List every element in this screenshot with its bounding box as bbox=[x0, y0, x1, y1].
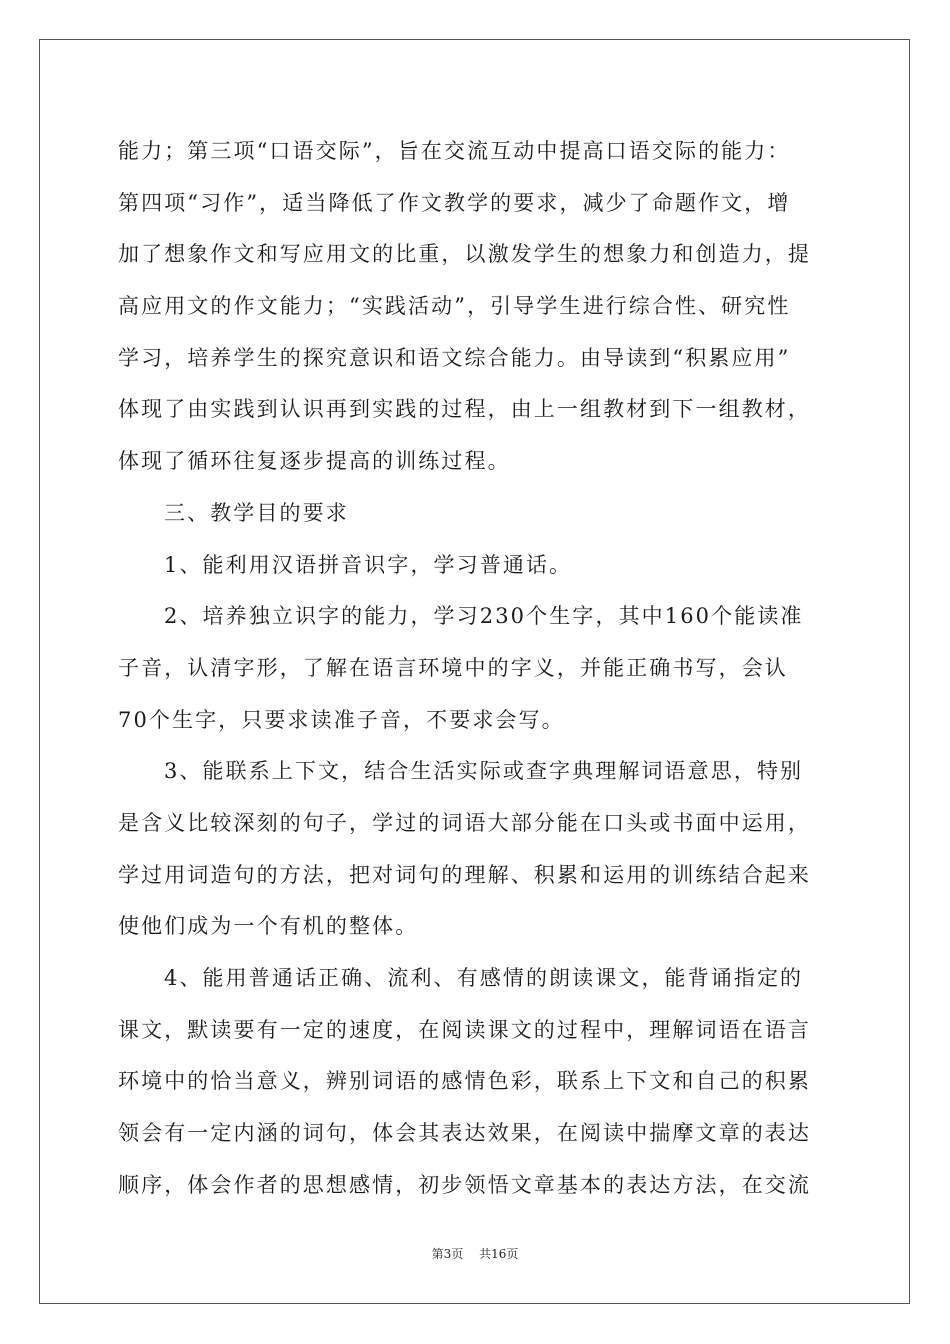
page-footer bbox=[0, 1245, 950, 1262]
document-body bbox=[118, 126, 838, 1211]
text-line: 三、教学目的要求 bbox=[164, 500, 349, 525]
text-line: 使他们成为一个有机的整体。 bbox=[118, 914, 419, 939]
text-line: 体现了由实践到认识再到实践的过程，由上一组教材到下一组教材， bbox=[118, 397, 811, 422]
text-line: 子音，认清字形，了解在语言环境中的字义，并能正确书写，会认 bbox=[118, 655, 788, 680]
text-line: 领会有一定内涵的词句，体会其表达效果，在阅读中揣摩文章的表达 bbox=[118, 1121, 811, 1146]
text-line: 高应用文的作文能力；“实践活动”，引导学生进行综合性、研究性 bbox=[118, 294, 791, 319]
text-line: 学习，培养学生的探究意识和语文综合能力。由导读到“积累应用” bbox=[118, 345, 791, 370]
text-line: 4、能用普通话正确、流利、有感情的朗读课文，能背诵指定的 bbox=[164, 966, 804, 990]
total-pages: 共16页 bbox=[479, 1247, 519, 1261]
text-line: 体现了循环往复逐步提高的训练过程。 bbox=[118, 449, 511, 474]
text-line: 加了想象作文和写应用文的比重，以激发学生的想象力和创造力，提 bbox=[118, 242, 811, 267]
text-line: 课文，默读要有一定的速度，在阅读课文的过程中，理解词语在语言 bbox=[118, 1017, 811, 1042]
text-line: 是含义比较深刻的句子，学过的词语大部分能在口头或书面中运用， bbox=[118, 810, 811, 835]
text-line: 1、能利用汉语拼音识字，学习普通话。 bbox=[164, 552, 573, 577]
text-line: 学过用词造句的方法，把对词句的理解、积累和运用的训练结合起来 bbox=[118, 862, 811, 887]
text-line: 第四项“习作”，适当降低了作文教学的要求，减少了命题作文，增 bbox=[118, 190, 791, 215]
text-line: 顺序，体会作者的思想感情，初步领悟文章基本的表达方法，在交流 bbox=[118, 1172, 811, 1197]
text-line: 2、培养独立识字的能力，学习230个生字，其中160个能读准 bbox=[164, 604, 804, 629]
text-line: 3、能联系上下文，结合生活实际或查字典理解词语意思，特别 bbox=[164, 759, 804, 784]
text-line: 环境中的恰当意义，辨别词语的感情色彩，联系上下文和自己的积累 bbox=[118, 1069, 811, 1094]
current-page-number: 第3页 bbox=[431, 1247, 464, 1261]
text-line: 能力；第三项“口语交际”，旨在交流互动中提高口语交际的能力： bbox=[118, 139, 791, 163]
text-line: 70个生字，只要求读准子音，不要求会写。 bbox=[118, 707, 565, 732]
